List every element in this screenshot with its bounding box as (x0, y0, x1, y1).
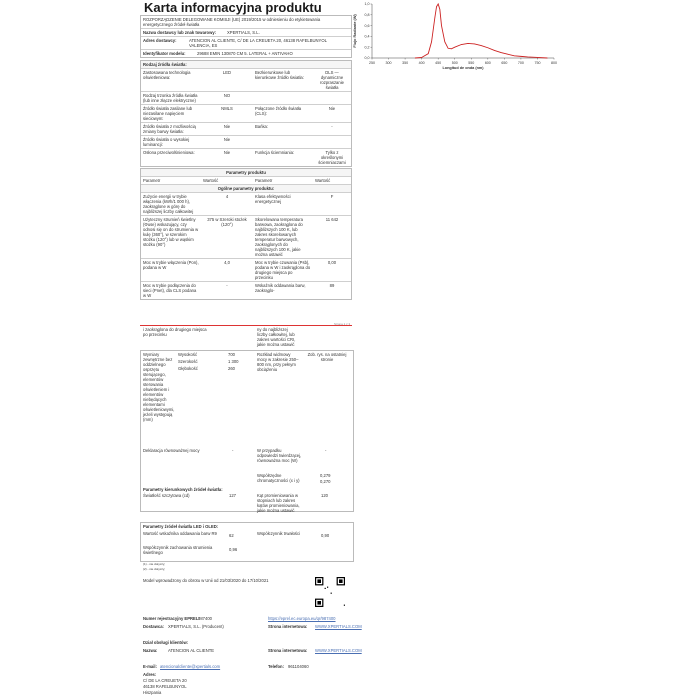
type-row (141, 105, 351, 123)
spectrum-point (431, 42, 432, 43)
params-table (140, 168, 352, 300)
general-cell-v1: 4,0 (224, 260, 230, 265)
type-cell-v1: Nie (223, 137, 231, 142)
spectral-label: Rozkład widmowy mocy w zakresie 250–800 nm, przy pełnym obciążeniu (257, 352, 299, 372)
type-cell-v2 (313, 136, 351, 148)
eprel-value: 987400 (198, 616, 212, 621)
type-cell-v1: Nie (223, 150, 231, 155)
general-cell-v2: 89 (329, 283, 335, 288)
chroma-label: Współrzędne chromatyczności (x i y) (257, 473, 300, 483)
website-label: Strona internetowa: (268, 624, 308, 629)
led-label-2: Współczynnik trwałości (257, 531, 301, 536)
type-row (141, 69, 351, 92)
supplier-value: XPERTIALS, S.L. (Producent) (168, 624, 224, 629)
general-cell-l2: Moc w trybie czuwania (Psb), podana w W i zaokrąglona do drugiego miejsca po przecinku (255, 260, 311, 280)
spectrum-point (451, 49, 452, 50)
spectrum-point (421, 57, 422, 58)
regulation-text: ROZPORZĄDZENIE DELEGOWANE KOMISJI (UE) 2019/2015 w odniesieniu do etykietowania energetycznego źródeł światła (143, 17, 321, 27)
type-cell-l2: Bezkierunkowe lub kierunkowe źródło światła: (255, 70, 304, 80)
type-table (140, 60, 352, 167)
col-value: Wartość (203, 178, 219, 183)
type-cell-v1: LED (222, 70, 232, 75)
dim-label: Wysokość (178, 352, 198, 357)
spectrum-point (441, 25, 442, 26)
spectrum-point (445, 42, 446, 43)
name-value: ATENCION AL CLIENTE (168, 648, 215, 653)
spectral-value: Zob. rys. na ostatniej stronie (307, 352, 347, 362)
page-title: Karta informacyjna produktu (144, 0, 322, 15)
type-cell-l1: Źródło światła z możliwością zmiany barwy światła: (143, 124, 196, 134)
spectrum-point (521, 56, 522, 57)
y-tick-label: 0,6 (364, 23, 370, 28)
type-cell-l2: Połączone źródło światła (CLS): (255, 106, 302, 116)
col-param: Parametr (143, 178, 161, 183)
supplier-name-value: XPERTIALS, S.L. (227, 30, 260, 35)
dim-value: 1 300 (228, 359, 239, 364)
dir-header: Parametry kierunkowych źródeł światła: (143, 487, 223, 492)
params-header: Parametry produktu (226, 170, 266, 175)
general-cell-v2: 0,00 (327, 260, 337, 265)
x-tick-label: 500 (451, 61, 458, 65)
name-label: Nazwa: (143, 648, 158, 653)
spectrum-point (440, 9, 441, 10)
general-cell-l2: Klasa efektywności energetycznej (255, 194, 291, 204)
cont-right: ny do najbliższej liczby całkowitej, lub zakres wartości CRI, jakie można ustawić (257, 327, 296, 347)
type-cell-l2 (253, 136, 313, 148)
type-cell-v1: NO (223, 93, 231, 98)
equiv-value: - (232, 448, 234, 453)
dim-label: Szerokość (178, 359, 198, 364)
type-cell-l1: Źródło światła zasilane lub niezasilane napięciem sieciowym: (143, 106, 193, 121)
x-tick-label: 550 (468, 61, 475, 65)
type-cell-l2: Bańka: (255, 124, 269, 129)
x-tick-label: 250 (369, 61, 375, 65)
dim-label: Głębokość (178, 366, 198, 371)
general-row (141, 259, 351, 282)
spectrum-point (438, 4, 439, 5)
spectrum-point (454, 47, 455, 48)
x-tick-label: 300 (385, 61, 392, 65)
general-cell-v2: 11 642 (325, 217, 339, 222)
email-label: E-mail: (143, 664, 157, 669)
general-cell-l1: Zużycie energii w trybie włączenia (kWh/1 000 h), zaokrąglone w górę do najbliższej liczby całkowitej (143, 194, 194, 214)
model-label: Identyfikator modelu: (143, 51, 186, 56)
dir-label-2: Kąt promieniowania w stopniach lub zakres kątów promieniowania, jakie można ustawić (257, 493, 300, 513)
supplier-name-label: Nazwa dostawcy lub znak towarowy: (143, 30, 217, 35)
general-cell-l1: Moc w trybie włączenia (Pon), podana w W (143, 260, 199, 270)
equiv-right-value: - (325, 448, 327, 453)
y-tick-label: 0,2 (364, 45, 370, 50)
email-link[interactable]: atencionalcliente@xpertials.com (160, 664, 221, 669)
supplier-label: Dostawca: (143, 624, 164, 629)
eprel-label: Numer rejestracyjny EPREL: (143, 616, 200, 621)
type-row (141, 136, 351, 149)
spectrum-point (435, 17, 436, 18)
spectrum-series-line (415, 4, 547, 58)
chroma-y: 0,270 (320, 479, 331, 484)
service-header: Dział obsługi klientów: (143, 640, 189, 645)
address-label: Adres dostawcy: (143, 38, 177, 43)
x-tick-label: 350 (402, 61, 409, 65)
type-cell-v2 (313, 92, 351, 104)
spectrum-point (488, 47, 489, 48)
qr-code (315, 577, 345, 607)
type-cell-l1: Zastosowana technologia oświetleniowa: (143, 70, 191, 80)
spectrum-point (474, 44, 475, 45)
y-tick-label: 0,0 (364, 56, 370, 61)
led-label-3: Współczynnik zachowania strumienia świetlnego (143, 545, 213, 555)
dims-label: Wymiary zewnętrzne bez oddzielnego osprzętu sterującego, elementów sterowania oświetleniem i elementów niebędących elementami oświetleniowymi, jeżeli występują (mm) (143, 352, 175, 422)
market-text: Model wprowadzony do obrotu w Unii od 21/03/2020 do 17/10/2021 (143, 578, 269, 583)
x-axis-label: Longitud de onda (nm) (442, 66, 484, 70)
phone-value: 961104060 (288, 664, 309, 669)
qr-finder-core (339, 579, 343, 583)
spectrum-point (448, 48, 449, 49)
qr-module (331, 593, 332, 594)
chroma-x: 0,279 (320, 473, 331, 478)
y-tick-label: 0,8 (364, 13, 370, 17)
type-cell-l1: Rodzaj trzonka źródła światła (lub inne złącze elektryczne) (143, 93, 198, 103)
qr-finder-core (317, 601, 321, 605)
general-cell-v1: - (226, 283, 228, 288)
x-tick-label: 600 (484, 61, 491, 65)
website-link[interactable]: WWW.XPERTIALS.COM (315, 624, 362, 629)
spectrum-point (514, 56, 515, 57)
postal-line-1: C/ DE LA CREUETA 20 (143, 678, 187, 683)
spectrum-point (527, 57, 528, 58)
footnote-1: (1) - nie dotyczy; (143, 562, 166, 566)
general-row (141, 216, 351, 259)
x-tick-label: 450 (435, 61, 442, 65)
led-value-1: 62 (229, 533, 234, 538)
y-tick-label: 0,4 (364, 34, 370, 39)
type-cell-l2: Funkcja ściemniania: (255, 150, 295, 155)
led-value-2: 0,90 (321, 533, 330, 538)
equiv-right-label: W przypadku odpowiedzi twierdzącej, równoważna moc (W) (257, 448, 302, 463)
general-row (141, 282, 351, 299)
x-tick-label: 750 (534, 61, 541, 65)
postal-line-2: 46138 RAFELBUNYOL (143, 684, 187, 689)
general-cell-v2: F (330, 194, 334, 199)
qr-module (327, 587, 328, 588)
website2-link[interactable]: WWW.XPERTIALS.COM (315, 648, 362, 653)
spectrum-point (481, 45, 482, 46)
type-cell-l1: Źródło światła o wysokiej luminancji: (143, 137, 190, 147)
footnote-2: (2) - nie dotyczy; (143, 567, 166, 571)
postal-label: Adres: (143, 672, 157, 677)
led-label-1: Wartość wskaźnika oddawania barw R9 (143, 531, 217, 536)
cont-left: i zaokrąglona do drugiego miejsca po przecinku (143, 327, 207, 337)
x-tick-label: 650 (501, 61, 508, 65)
y-tick-label: 1,0 (364, 2, 370, 7)
website2-label: Strona internetowa: (268, 648, 308, 653)
address-value: ATENCION AL CLIENTE, C/ DE LA CREUETA 20, 46138 RAFELBUNYOL VALENCIA, ES (189, 38, 327, 48)
col-value-2: Wartość (315, 178, 331, 183)
general-row (141, 193, 351, 216)
page-break (140, 325, 352, 326)
col-param-2: Parametr (255, 178, 273, 183)
spectrum-point (461, 44, 462, 45)
dim-value: 700 (228, 352, 235, 357)
header-box (140, 15, 352, 58)
type-cell-v2: Tylko z określonymi ściemniaczami (318, 150, 346, 165)
spectrum-point (547, 58, 548, 59)
spectrum-point (468, 43, 469, 44)
spectrum-point (436, 6, 437, 7)
general-cell-l1: Użyteczny strumień świetlny (Φuse) wskazujący, czy odnosi się on do strumienia w kulę (360°), w szerokim stożku (120°) lub w wąskim stożku (90°) (143, 217, 199, 247)
spectrum-point (415, 58, 416, 59)
type-row (141, 149, 351, 166)
general-cell-v1: 4 (225, 194, 229, 199)
postal-line-3: Hiszpania (143, 690, 162, 695)
spectrum-point (494, 50, 495, 51)
general-header: Ogólne parametry produktu: (217, 186, 275, 191)
type-row (141, 123, 351, 136)
eprel-link[interactable]: https://eprel.ec.europa.eu/qr/987400 (268, 616, 336, 621)
spectrum-point (501, 52, 502, 53)
dir-label-1: Światłość szczytowa (cd) (143, 493, 190, 498)
general-cell-l2: Skorelowana temperatura barwowa, zaokrąglona do najbliższych 100 K, lub zakres skorelowanych temperatur barwowych, zaokrąglonych do najbliższych 100 K, jakie można ustawić (255, 217, 303, 257)
type-cell-v2: Nie (328, 106, 336, 111)
y-axis-label: Flujo Radiante (W) (353, 14, 357, 48)
spectrum-point (428, 53, 429, 54)
page-marker: Strona 1 z 3 (334, 322, 351, 326)
qr-module (344, 605, 345, 606)
product-fiche (140, 0, 352, 300)
type-cell-l1: Osłona przeciwolśnieniowa: (143, 150, 195, 155)
type-header: Rodzaj źródła światła: (143, 62, 187, 67)
led-header: Parametry źródeł światła LED i OLED: (143, 524, 219, 529)
phone-label: Telefon: (268, 664, 284, 669)
x-tick-label: 800 (551, 61, 557, 65)
type-cell-v1: Nie (223, 124, 231, 129)
type-row (141, 92, 351, 105)
model-value: 29688 EMIN 130870 CM 5. LATERAL + ANTIVAHO (197, 51, 293, 56)
type-cell-v1: NMLS (221, 106, 233, 111)
led-value-3: 0,96 (229, 547, 238, 552)
spectrum-point (507, 54, 508, 55)
general-cell-l2: Wskaźnik oddawania barw, zaokrąglo- (255, 283, 306, 293)
type-cell-v2: - (331, 124, 333, 129)
type-cell-l2 (253, 92, 313, 104)
general-cell-l1: Moc w trybie podłączenia do sieci (Pnet), dla CLS podana w W (143, 283, 197, 298)
spectrum-point (537, 57, 538, 58)
qr-module (325, 588, 326, 589)
equiv-label: Deklaracja równoważnej mocy (143, 448, 200, 453)
spectrum-chart (352, 0, 562, 75)
x-tick-label: 700 (517, 61, 524, 65)
dir-value-1: 127 (229, 493, 236, 498)
dim-value: 260 (228, 366, 235, 371)
general-cell-v1: 375 w Szeroki stożek (120°) (207, 217, 247, 227)
x-tick-label: 400 (418, 61, 425, 65)
type-cell-v2: DLS — dynamiczne rozpraszanie światła (320, 70, 344, 90)
dir-value-2: 120 (321, 493, 328, 498)
qr-finder-core (317, 579, 321, 583)
